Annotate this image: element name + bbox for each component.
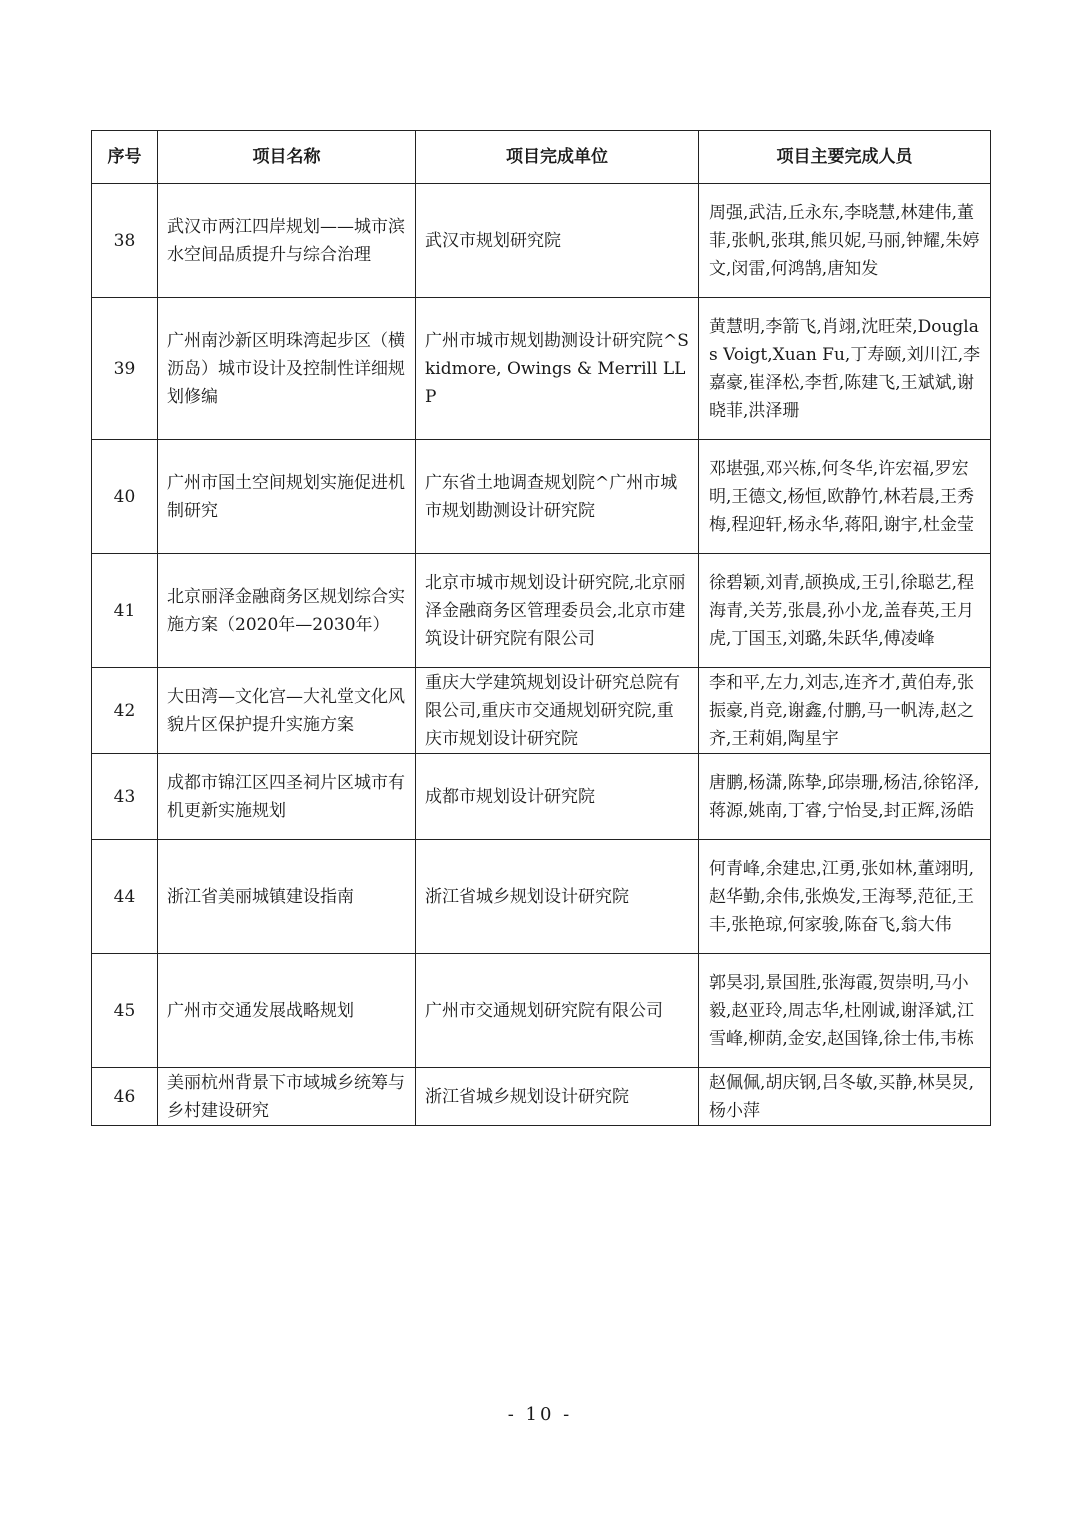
completing-unit: 浙江省城乡规划设计研究院 xyxy=(416,1068,699,1126)
completing-unit: 广州市城市规划勘测设计研究院^Skidmore, Owings & Merrill LLP xyxy=(416,298,699,440)
main-personnel: 徐碧颖,刘青,颉换成,王引,徐聪艺,程海青,关芳,张晨,孙小龙,盖春英,王月虎,丁国玉,刘璐,朱跃华,傅凌峰 xyxy=(699,554,991,668)
main-personnel: 黄慧明,李箭飞,肖翊,沈旺荣,Douglas Voigt,Xuan Fu,丁寿颐,刘川江,李嘉豪,崔泽松,李哲,陈建飞,王斌斌,谢晓菲,洪泽珊 xyxy=(699,298,991,440)
project-name: 广州南沙新区明珠湾起步区（横沥岛）城市设计及控制性详细规划修编 xyxy=(158,298,416,440)
table-row xyxy=(92,668,991,754)
project-name: 广州市交通发展战略规划 xyxy=(158,954,416,1068)
header-serial-number: 序号 xyxy=(92,131,158,184)
header-main-personnel: 项目主要完成人员 xyxy=(699,131,991,184)
table-row xyxy=(92,754,991,840)
row-number: 40 xyxy=(92,440,158,554)
table-row xyxy=(92,554,991,668)
project-name: 广州市国土空间规划实施促进机制研究 xyxy=(158,440,416,554)
page-number: - 10 - xyxy=(507,1404,573,1425)
row-number: 41 xyxy=(92,554,158,668)
completing-unit: 浙江省城乡规划设计研究院 xyxy=(416,840,699,954)
row-number: 39 xyxy=(92,298,158,440)
main-personnel: 赵佩佩,胡庆钢,吕冬敏,买静,林昊炅,杨小萍 xyxy=(699,1068,991,1126)
project-name: 成都市锦江区四圣祠片区城市有机更新实施规划 xyxy=(158,754,416,840)
project-name: 美丽杭州背景下市域城乡统筹与乡村建设研究 xyxy=(158,1068,416,1126)
header-project-name: 项目名称 xyxy=(158,131,416,184)
table-row xyxy=(92,298,991,440)
table-row xyxy=(92,840,991,954)
completing-unit: 广州市交通规划研究院有限公司 xyxy=(416,954,699,1068)
row-number: 38 xyxy=(92,184,158,298)
main-personnel: 李和平,左力,刘志,连齐才,黄伯寿,张振豪,肖竞,谢鑫,付鹏,马一帆涛,赵之齐,王莉娟,陶星宇 xyxy=(699,668,991,754)
project-name: 北京丽泽金融商务区规划综合实施方案（2020年—2030年） xyxy=(158,554,416,668)
main-personnel: 何青峰,余建忠,江勇,张如林,董翊明,赵华勤,余伟,张焕发,王海琴,范征,王丰,张艳琼,何家骏,陈奋飞,翁大伟 xyxy=(699,840,991,954)
table-row xyxy=(92,1068,991,1126)
table-row xyxy=(92,440,991,554)
completing-unit: 广东省土地调查规划院^广州市城市规划勘测设计研究院 xyxy=(416,440,699,554)
main-personnel: 邓堪强,邓兴栋,何冬华,许宏福,罗宏明,王德文,杨恒,欧静竹,林若晨,王秀梅,程迎轩,杨永华,蒋阳,谢宇,杜金莹 xyxy=(699,440,991,554)
project-name: 浙江省美丽城镇建设指南 xyxy=(158,840,416,954)
main-personnel: 郭昊羽,景国胜,张海霞,贺崇明,马小毅,赵亚玲,周志华,杜刚诚,谢泽斌,江雪峰,柳荫,金安,赵国锋,徐士伟,韦栋 xyxy=(699,954,991,1068)
awards-table xyxy=(91,130,991,1126)
table-row xyxy=(92,184,991,298)
main-personnel: 周强,武洁,丘永东,李晓慧,林建伟,董菲,张帆,张琪,熊贝妮,马丽,钟耀,朱婷文,闵雷,何鸿鹄,唐知发 xyxy=(699,184,991,298)
completing-unit: 北京市城市规划设计研究院,北京丽泽金融商务区管理委员会,北京市建筑设计研究院有限公司 xyxy=(416,554,699,668)
row-number: 43 xyxy=(92,754,158,840)
completing-unit: 武汉市规划研究院 xyxy=(416,184,699,298)
main-personnel: 唐鹏,杨潇,陈挚,邱崇珊,杨洁,徐铭泽,蒋源,姚南,丁睿,宁怡旻,封正辉,汤皓 xyxy=(699,754,991,840)
project-name: 大田湾—文化宫—大礼堂文化风貌片区保护提升实施方案 xyxy=(158,668,416,754)
table-row xyxy=(92,954,991,1068)
row-number: 46 xyxy=(92,1068,158,1126)
header-completing-unit: 项目完成单位 xyxy=(416,131,699,184)
table-header-row xyxy=(92,131,991,184)
row-number: 45 xyxy=(92,954,158,1068)
row-number: 42 xyxy=(92,668,158,754)
project-name: 武汉市两江四岸规划——城市滨水空间品质提升与综合治理 xyxy=(158,184,416,298)
completing-unit: 成都市规划设计研究院 xyxy=(416,754,699,840)
row-number: 44 xyxy=(92,840,158,954)
completing-unit: 重庆大学建筑规划设计研究总院有限公司,重庆市交通规划研究院,重庆市规划设计研究院 xyxy=(416,668,699,754)
